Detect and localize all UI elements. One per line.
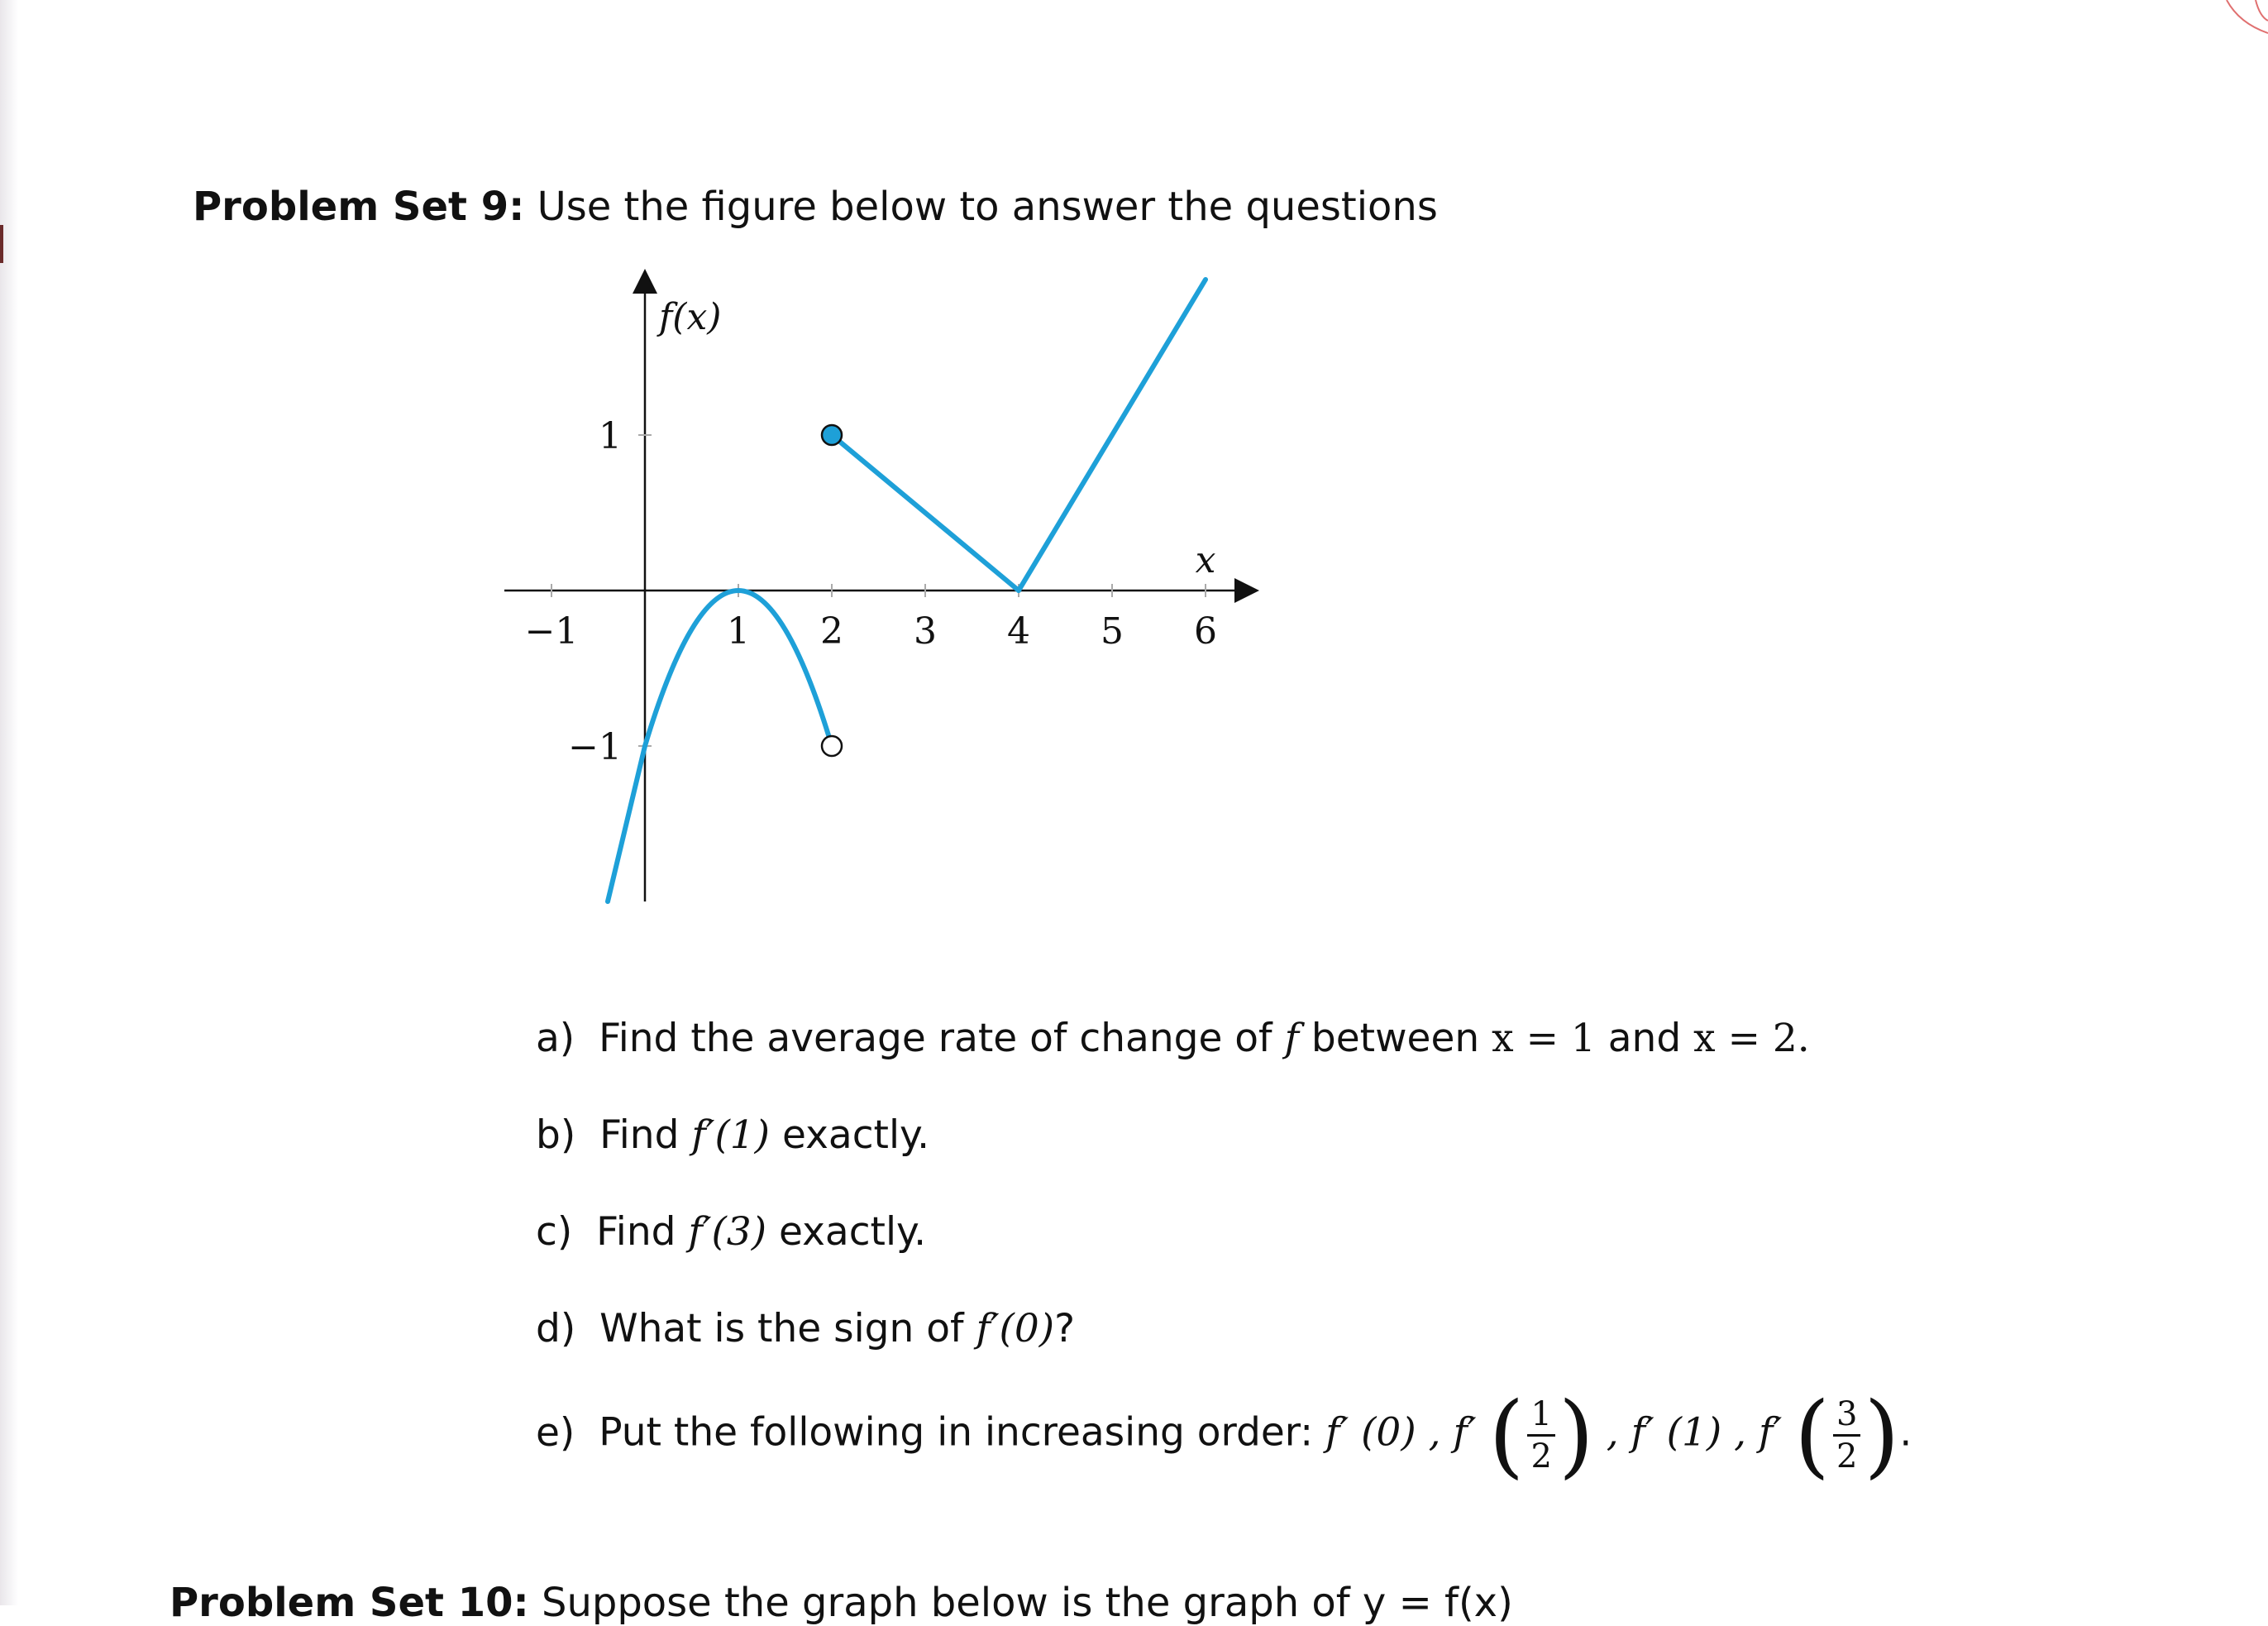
corner-scribble [2210,0,2268,50]
problem-set-9-heading [193,184,1438,232]
y-tick-label: 1 [599,415,622,457]
edge-mark [0,225,3,263]
y-axis-label: f(x) [659,296,722,338]
x-tick-label: 3 [914,610,937,653]
problem-set-9-instruction: Use the figure below to answer the questions [537,184,1438,230]
question-d: d) What is the sign of f′(0)? [536,1306,1076,1351]
x-tick-label: 6 [1194,610,1217,653]
x-tick-label: 2 [820,610,843,653]
question-b: b) Find f′(1) exactly. [536,1112,930,1158]
ascending-segment [1019,280,1206,591]
x-tick-label: −1 [524,610,579,653]
x-axis-label: x [1195,539,1216,581]
x-tick-label: 1 [727,610,750,653]
function-graph [488,265,1265,910]
fraction-three-halves: $\frac{3}{2}$ [1833,1398,1860,1473]
problem-set-9-label: Problem Set 9: [193,184,525,230]
open-endpoint [822,736,842,756]
question-c: c) Find f′(3) exactly. [536,1209,927,1255]
y-tick-label: −1 [568,726,622,768]
fraction-one-half: $\frac{1}{2}$ [1527,1398,1554,1473]
x-tick-label: 5 [1101,610,1124,653]
descending-segment [832,435,1019,591]
x-tick-label: 4 [1007,610,1030,653]
closed-endpoint [822,425,842,445]
question-e: e) Put the following in increasing order: f′ (0) , f′ ( $\frac{1}{2}$ ) , f′ (1) , f′ ( $\frac{3}{2}$ ). [536,1382,1912,1488]
question-a: a) Find the average rate of change of f between x = 1 and x = 2. [536,1016,1810,1061]
problem-set-10-heading: Problem Set 10: Suppose the graph below is the graph of y = f(x) [170,1580,1513,1626]
